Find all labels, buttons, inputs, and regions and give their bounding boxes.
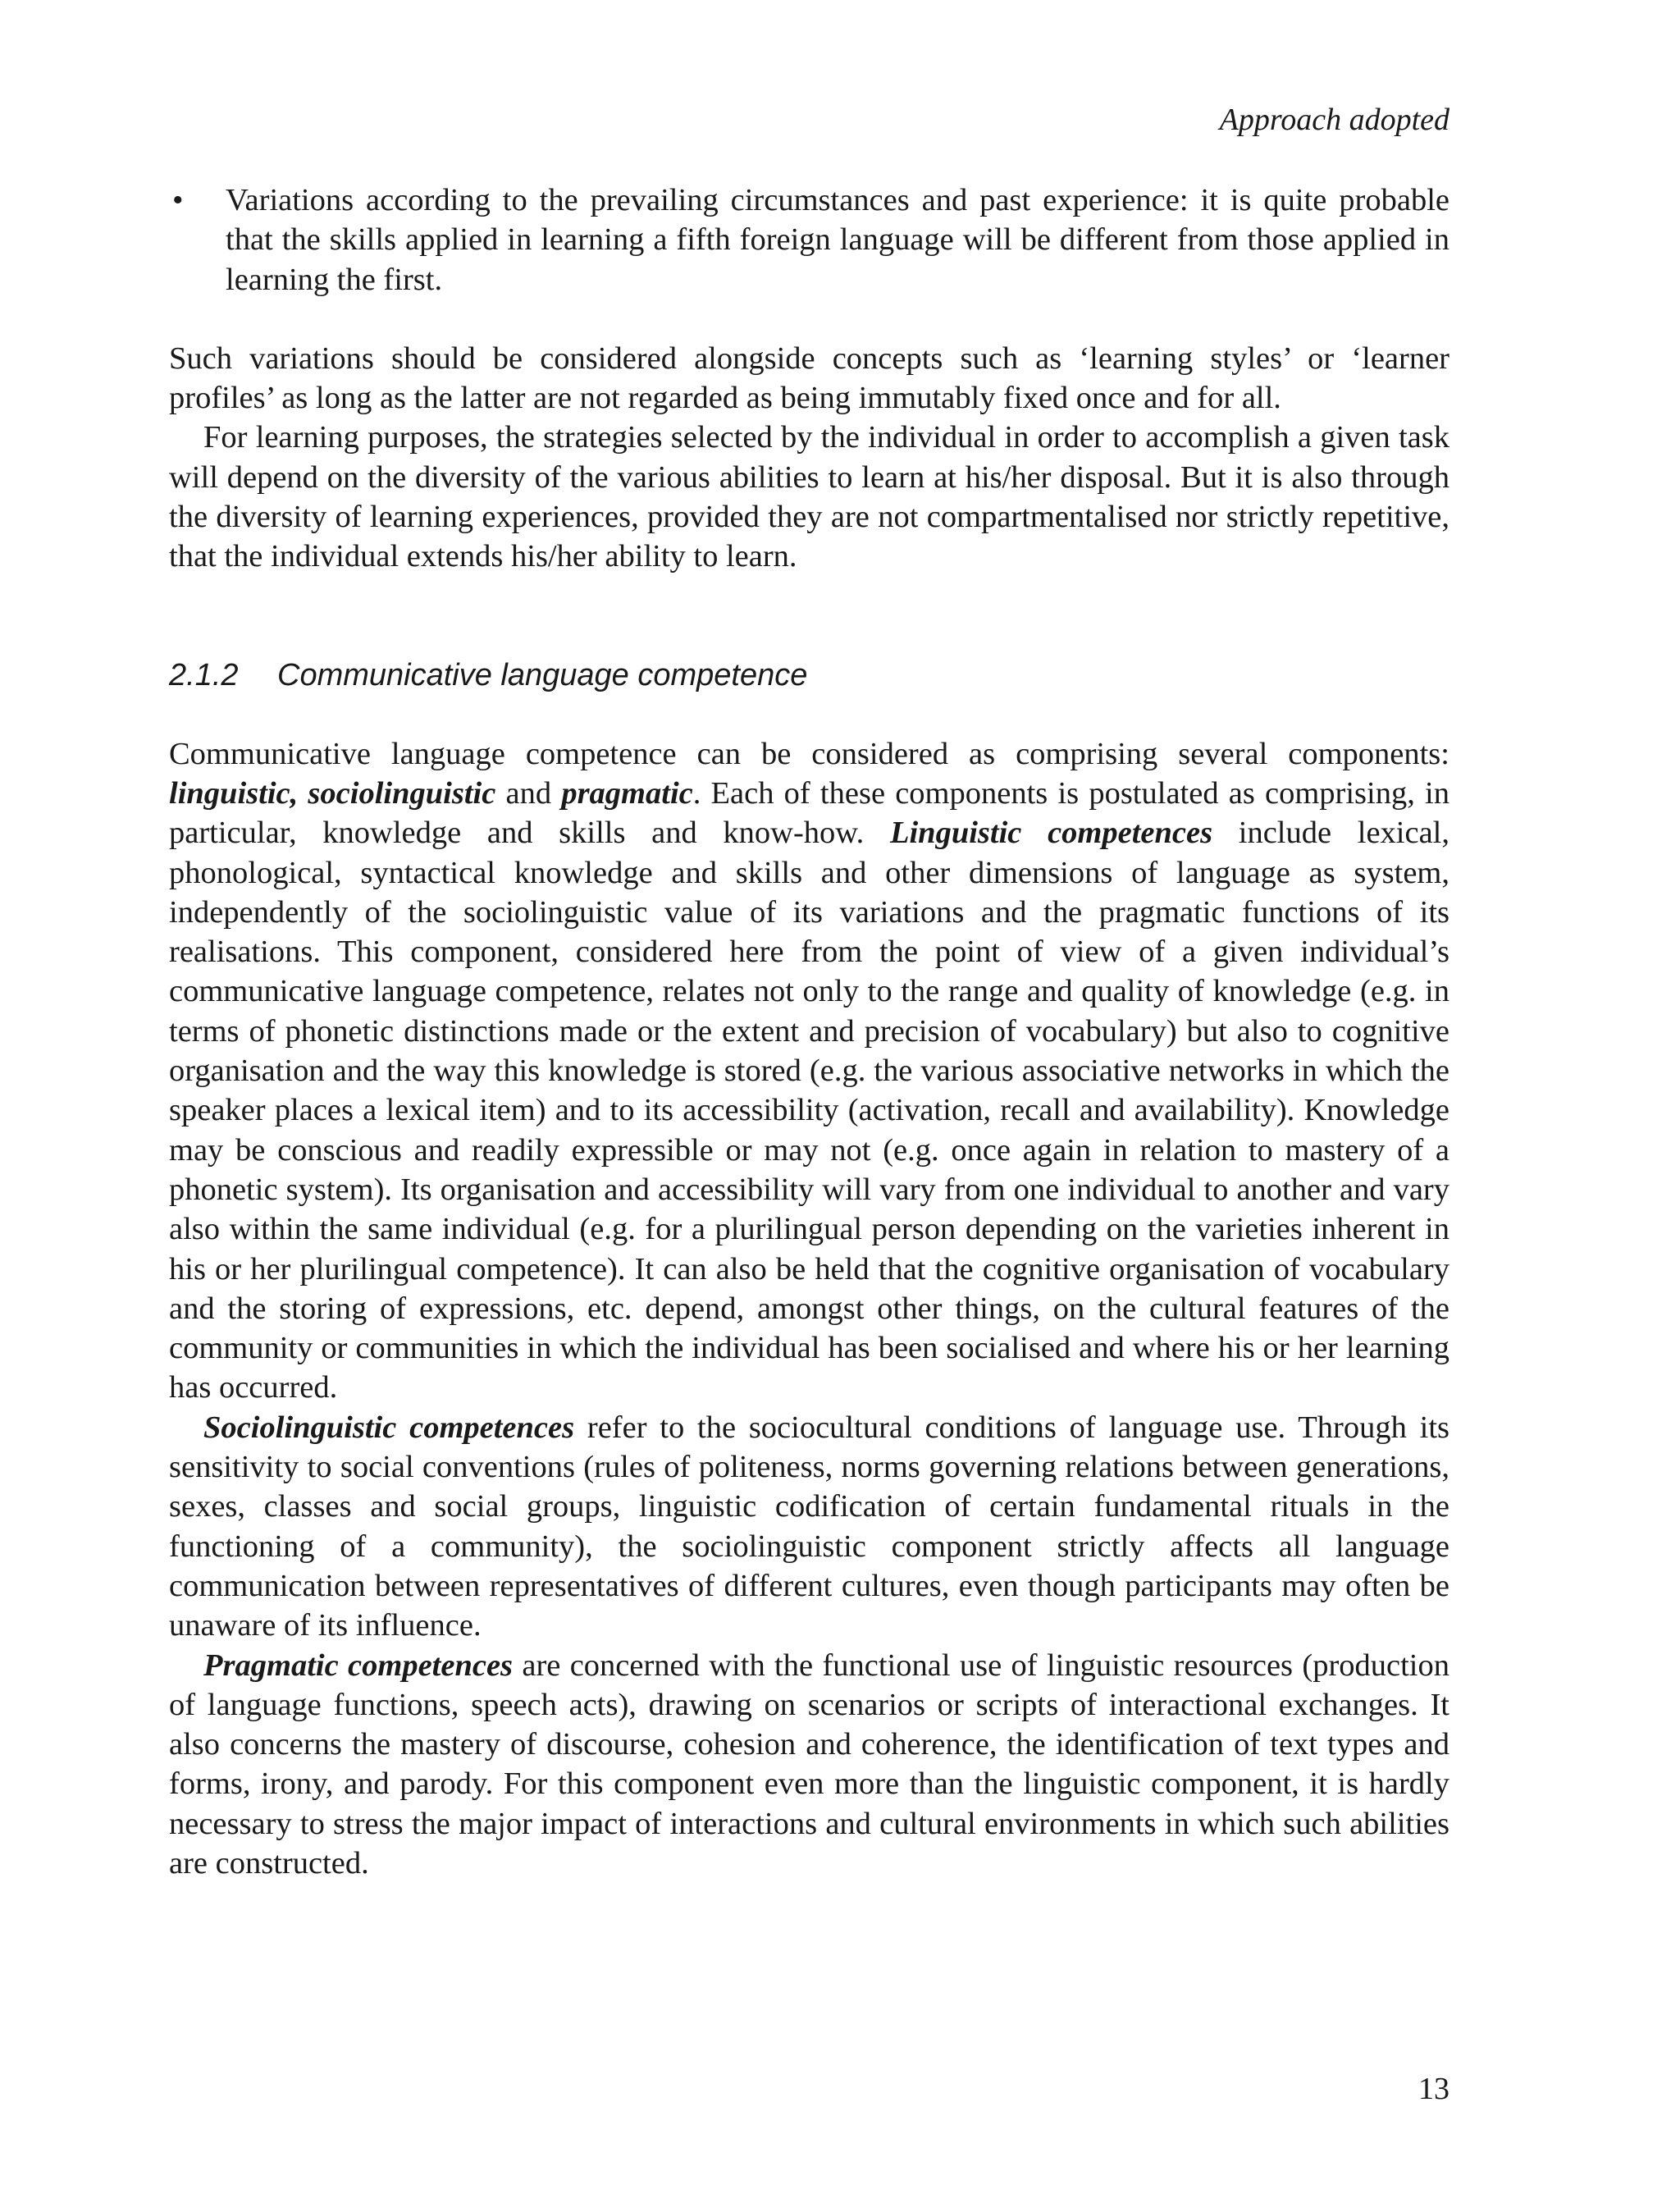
paragraph-learning-styles: Such variations should be considered alongside concepts such as ‘learning styles’ or ‘learner profiles’ as long as the latter are not regarded as being immutably fixed once and for all.: [169, 340, 1449, 416]
text-run: Communicative language competence can be considered as comprising several components:: [169, 736, 1449, 771]
body-text: [169, 181, 1449, 1883]
term-linguistic-competences: Linguistic competences: [889, 816, 1213, 851]
paragraph-pragmatic: [169, 1646, 1449, 1884]
term-pragmatic: pragmatic: [561, 775, 693, 811]
text-run: include lexical, phonological, syntactical knowledge and skills and other dimensions of language as system, independently of the sociolinguistic value of its variations and the pragmatic functions of its realisations. This component, considered here from the point of view of a given individual’s communicative language competence, relates not only to the range and quality of knowledge (e.g. in terms of phonetic distinctions made or the extent and precision of vocabulary) but also to cognitive organisation and the way this knowledge is stored (e.g. the various associative networks in which the speaker places a lexical item) and to its accessibility (activation, recall and availability). Knowledge may be conscious and readily expressible or may not (e.g. once again in relation to mastery of a phonetic system). Its organisation and accessibility will vary from one individual to another and vary also within the same individual (e.g. for a plurilingual person depending on the varieties inherent in his or her plurilingual competence). It can also be held that the cognitive organisation of vocabulary and the storing of expressions, etc. depend, amongst other things, on the cultural features of the community or communities in which the individual has been socialised and where his or her learning has occurred.: [169, 816, 1449, 1405]
section-heading: [169, 656, 1449, 695]
section-title: Communicative language competence: [277, 657, 808, 692]
term-linguistic-sociolinguistic: linguistic, sociolinguistic: [169, 775, 496, 811]
paragraph-communicative-competence: [169, 734, 1449, 1408]
bullet-list: [169, 181, 1449, 299]
paragraph-sociolinguistic: [169, 1408, 1449, 1646]
bullet-item: [169, 181, 1449, 299]
running-head: Approach adopted: [1219, 103, 1449, 137]
page-number: 13: [1418, 2072, 1449, 2106]
text-run: . Each of these components is postulated as comprising, in particular, knowledge and skills and know-how.: [169, 775, 1449, 851]
section-number: 2.1.2: [169, 657, 239, 692]
term-pragmatic-competences: Pragmatic competences: [203, 1647, 514, 1683]
text-run: are concerned with the functional use of linguistic resources (production of language functions, speech acts), drawing on scenarios or scripts of interactional exchanges. It also concerns the mastery of discourse, cohesion and coherence, the identification of text types and forms, irony, and parody. For this component even more than the linguistic component, it is hardly necessary to stress the major impact of interactions and cultural environments in which such abilities are constructed.: [169, 1647, 1449, 1881]
term-sociolinguistic-competences: Sociolinguistic competences: [203, 1410, 575, 1445]
text-run: and: [495, 775, 562, 811]
paragraph-learning-purposes: For learning purposes, the strategies selected by the individual in order to accomplish a given task will depend on the diversity of the various abilities to learn at his/her disposal. But it is also through the diversity of learning experiences, provided they are not compartmentalised nor strictly repetitive, that the individual extends his/her ability to learn.: [169, 420, 1449, 574]
bullet-marker: •: [172, 183, 184, 217]
bullet-text: Variations according to the prevailing circumstances and past experience: it is quite probable that the skills applied in learning a fifth foreign language will be different from those applied in learning the first.: [226, 183, 1449, 297]
text-run: refer to the sociocultural conditions of language use. Through its sensitivity to social conventions (rules of politeness, norms governing relations between generations, sexes, classes and social groups, linguistic codification of certain fundamental rituals in the functioning of a community), the sociolinguistic component strictly affects all language communication between representatives of different cultures, even though participants may often be unaware of its influence.: [169, 1410, 1449, 1643]
